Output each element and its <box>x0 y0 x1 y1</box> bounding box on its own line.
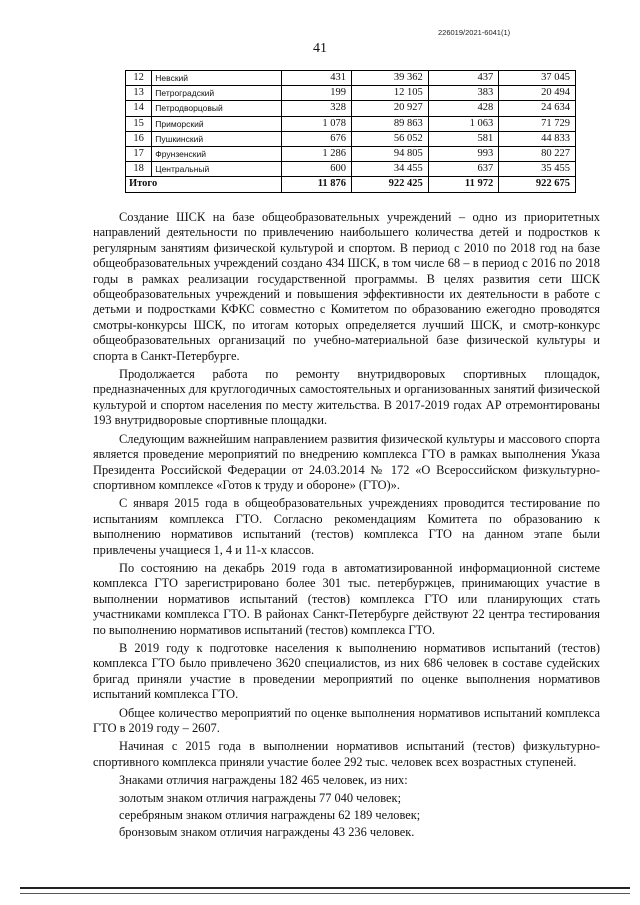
total-value: 922 425 <box>352 177 429 192</box>
paragraph: Начиная с 2015 года в выполнении нормативов испытаний (тестов) физкультурно-спортивного комплекса приняли участие более 292 тыс. человек всех возрастных ступеней. <box>93 739 600 769</box>
cell-value: 581 <box>428 131 498 146</box>
list-item: золотым знаком отличия награждены 77 040 человек; <box>119 790 402 805</box>
cell-value: 676 <box>281 131 351 146</box>
paragraph: С января 2015 года в общеобразовательных учреждениях проводится тестирование по испытаниям комплекса ГТО. Согласно рекомендациям Комитета по образованию к выполнению нормативов испытаний (тестов) комплекса ГТО на данном этапе были привлечены учащиеся 1, 4 и 11-х классов. <box>93 496 600 557</box>
cell-value: 199 <box>281 86 351 101</box>
row-number: 16 <box>126 131 152 146</box>
cell-value: 20 494 <box>499 86 576 101</box>
district-name: Петродворцовый <box>152 101 281 116</box>
footer-rule <box>20 893 630 894</box>
paragraph: В 2019 году к подготовке населения к выполнению нормативов испытаний (тестов) комплекса ГТО было привлечено 3620 специалистов, из них 686 человек в составе судейских бригад приняли участие в проведении мероприятий по оценке выполнения нормативов испытаний комплекса ГТО. <box>93 640 600 702</box>
cell-value: 44 833 <box>499 131 576 146</box>
cell-value: 1 078 <box>281 116 351 131</box>
total-value: 11 876 <box>281 177 351 192</box>
district-name: Приморский <box>152 116 281 131</box>
district-name: Петроградский <box>152 86 281 101</box>
list-item: Знаками отличия награждены 182 465 человек, из них: <box>119 773 408 788</box>
districts-table <box>125 70 576 193</box>
cell-value: 637 <box>428 162 498 177</box>
cell-value: 600 <box>281 162 351 177</box>
list-item: серебряным знаком отличия награждены 62 189 человек; <box>119 808 421 823</box>
cell-value: 12 105 <box>352 86 429 101</box>
cell-value: 89 863 <box>352 116 429 131</box>
table-row <box>126 162 576 177</box>
cell-value: 20 927 <box>352 101 429 116</box>
cell-value: 94 805 <box>352 146 429 161</box>
table-row <box>126 146 576 161</box>
cell-value: 993 <box>428 146 498 161</box>
paragraph: Следующим важнейшим направлением развития физической культуры и массового спорта является проведение мероприятий по внедрению комплекса ГТО в рамках выполнения Указа Президента Российской Федерации от 24.03.2014 № 172 «О Всероссийском физкультурно-спортивном комплексе «Готов к труду и обороне» (ГТО)». <box>93 431 600 492</box>
cell-value: 431 <box>281 71 351 86</box>
row-number: 14 <box>126 101 152 116</box>
cell-value: 71 729 <box>499 116 576 131</box>
cell-value: 80 227 <box>499 146 576 161</box>
cell-value: 35 455 <box>499 162 576 177</box>
cell-value: 34 455 <box>352 162 429 177</box>
footer-rule <box>20 887 630 889</box>
cell-value: 437 <box>428 71 498 86</box>
row-number: 12 <box>126 71 152 86</box>
cell-value: 56 052 <box>352 131 429 146</box>
total-value: 922 675 <box>499 177 576 192</box>
table-row <box>126 101 576 116</box>
cell-value: 428 <box>428 101 498 116</box>
row-number: 15 <box>126 116 152 131</box>
cell-value: 328 <box>281 101 351 116</box>
table-row <box>126 116 576 131</box>
table-row <box>126 86 576 101</box>
paragraph: Создание ШСК на базе общеобразовательных учреждений – одно из приоритетных направлений деятельности по привлечению наибольшего количества детей и подростков к регулярным занятиям физической культурой и спортом. В период с 2010 по 2018 год на базе общеобразовательных учреждений создано 434 ШСК, в том числе 68 – в период с 2016 по 2018 годы в рамках реализации государственной программы. В целях развития сети ШСК общеобразовательных учреждений и повышения эффективности их деятельности в работе с детьми и подростками КФКС совместно с Комитетом по образованию ежегодно проводятся смотры-конкурсы ШСК, по итогам которых определяется лучший ШСК, и смотр-конкурс общеобразовательных организаций по учебно-материальной базе физической культуры и спорта в Санкт-Петербурге. <box>93 210 600 363</box>
table-total-row <box>126 177 576 192</box>
total-value: 11 972 <box>428 177 498 192</box>
body-text <box>93 210 600 843</box>
table-row <box>126 131 576 146</box>
cell-value: 383 <box>428 86 498 101</box>
cell-value: 1 063 <box>428 116 498 131</box>
cell-value: 1 286 <box>281 146 351 161</box>
district-name: Центральный <box>152 162 281 177</box>
district-name: Фрунзенский <box>152 146 281 161</box>
table-row <box>126 71 576 86</box>
row-number: 18 <box>126 162 152 177</box>
list-item: бронзовым знаком отличия награждены 43 236 человек. <box>119 825 415 840</box>
row-number: 17 <box>126 146 152 161</box>
cell-value: 39 362 <box>352 71 429 86</box>
cell-value: 37 045 <box>499 71 576 86</box>
district-name: Невский <box>152 71 281 86</box>
paragraph: Продолжается работа по ремонту внутридворовых спортивных площадок, предназначенных для круглогодичных самостоятельных и организованных занятий физической культурой и спортом населения по месту жительства. В 2017-2019 годах АР отремонтированы 193 внутридворовые спортивные площадки. <box>93 367 600 428</box>
total-label: Итого <box>126 177 282 192</box>
paragraph: По состоянию на декабрь 2019 года в автоматизированной информационной системе комплекса ГТО зарегистрировано более 301 тыс. петербуржцев, принимающих участие в выполнении нормативов испытаний (тестов) комплекса ГТО или планирующих стать участниками комплекса ГТО. В районах Санкт-Петербурге действуют 22 центра тестирования по выполнению нормативов испытаний (тестов) комплекса ГТО. <box>93 560 600 637</box>
paragraph: Общее количество мероприятий по оценке выполнения нормативов испытаний комплекса ГТО в 2019 году – 2607. <box>93 705 600 735</box>
district-name: Пушкинский <box>152 131 281 146</box>
row-number: 13 <box>126 86 152 101</box>
page-number: 41 <box>313 41 327 56</box>
cell-value: 24 634 <box>499 101 576 116</box>
document-id: 226019/2021-6041(1) <box>438 28 511 37</box>
